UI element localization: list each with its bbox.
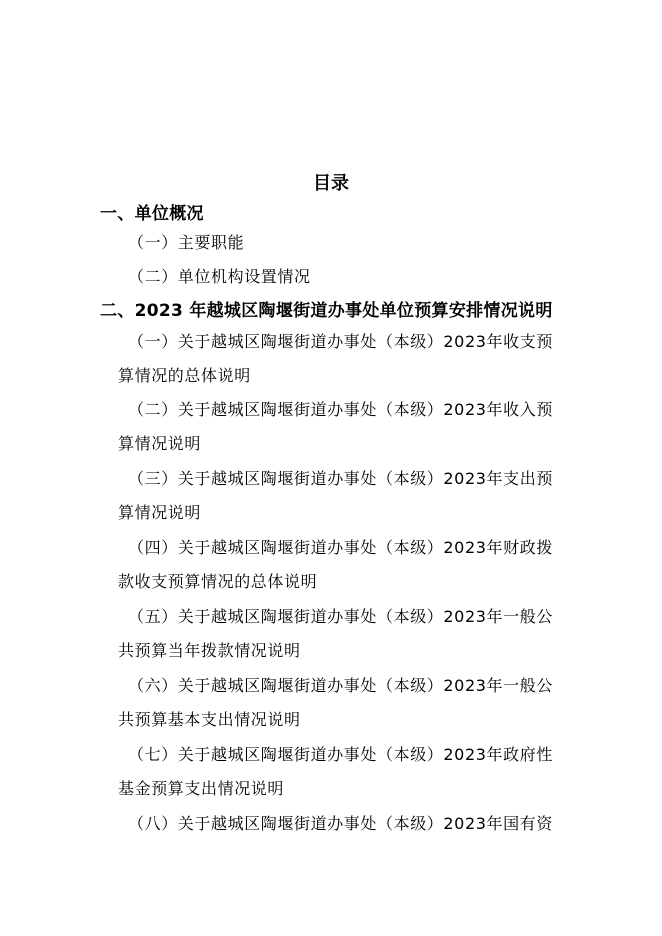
toc-item-2-4-cont: 款收支预算情况的总体说明 [118, 572, 318, 591]
toc-item-2-1: （一）关于越城区陶堰街道办事处（本级）2023年收支预 [128, 332, 553, 351]
toc-item-2-5-cont: 共预算当年拨款情况说明 [118, 641, 301, 660]
toc-item-2-1-cont: 算情况的总体说明 [118, 366, 251, 385]
toc-item-2-7-cont: 基金预算支出情况说明 [118, 779, 285, 798]
toc-section-2: 二、2023 年越城区陶堰街道办事处单位预算安排情况说明 [100, 301, 553, 321]
toc-item-2-5: （五）关于越城区陶堰街道办事处（本级）2023年一般公 [128, 607, 553, 626]
toc-item-2-6: （六）关于越城区陶堰街道办事处（本级）2023年一般公 [128, 676, 553, 695]
toc-item-1-2: （二）单位机构设置情况 [128, 267, 311, 286]
toc-item-2-2-cont: 算情况说明 [118, 434, 202, 453]
toc-title: 目录 [313, 173, 349, 194]
toc-section-1: 一、单位概况 [100, 204, 204, 224]
toc-item-2-6-cont: 共预算基本支出情况说明 [118, 710, 301, 729]
toc-item-2-3: （三）关于越城区陶堰街道办事处（本级）2023年支出预 [128, 469, 553, 488]
toc-item-2-8: （八）关于越城区陶堰街道办事处（本级）2023年国有资 [128, 814, 553, 833]
toc-item-2-2: （二）关于越城区陶堰街道办事处（本级）2023年收入预 [128, 400, 553, 419]
toc-item-2-7: （七）关于越城区陶堰街道办事处（本级）2023年政府性 [128, 745, 553, 764]
toc-item-1-1: （一）主要职能 [128, 233, 245, 252]
toc-item-2-3-cont: 算情况说明 [118, 503, 202, 522]
toc-item-2-4: （四）关于越城区陶堰街道办事处（本级）2023年财政拨 [128, 538, 553, 557]
